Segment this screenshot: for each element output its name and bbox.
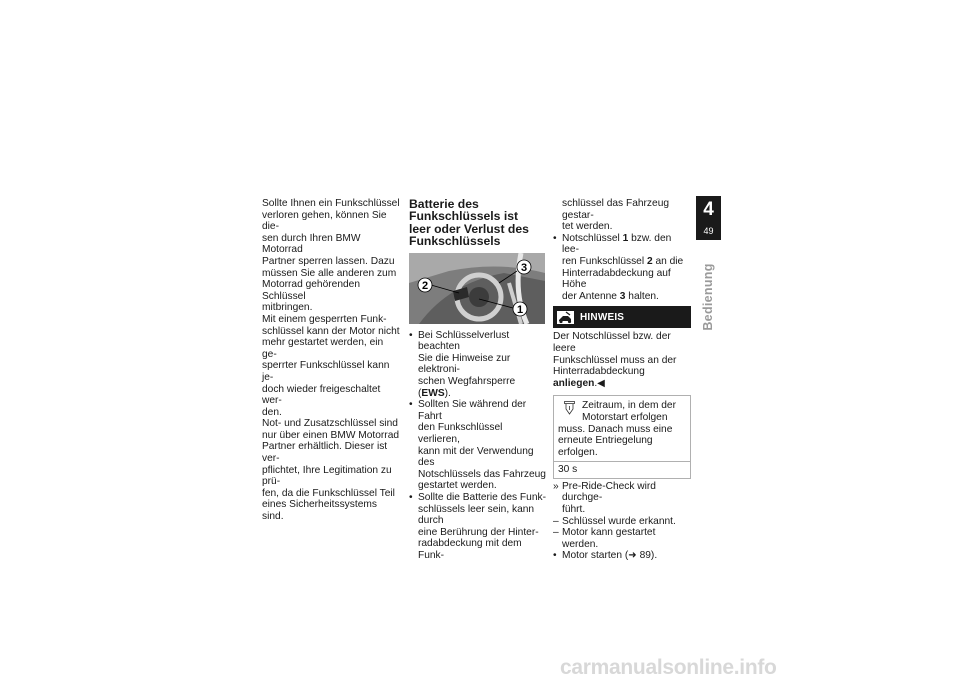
bullet-continued: schlüssel das Fahrzeug gestar- tet werden. bbox=[562, 198, 670, 233]
hinweis-title: HINWEIS bbox=[580, 311, 625, 323]
timing-value: 30 s bbox=[554, 461, 690, 478]
bullet-ews: • Bei Schlüsselverlust beachten Sie die Hinweise zur elektroni- schen Wegfahrsperre (EWS). bbox=[409, 329, 516, 399]
timer-icon bbox=[564, 401, 575, 415]
hinweis-banner bbox=[553, 306, 691, 328]
text-column-3 bbox=[553, 198, 691, 562]
bullet-hold-key: • Notschlüssel 1 bzw. den lee- ren Funkschlüssel 2 an die Hinterradabdeckung auf Höhe der Antenne 3 halten. bbox=[553, 232, 684, 302]
section-name: Bedienung bbox=[701, 263, 715, 331]
page-number: 49 bbox=[703, 226, 714, 236]
chapter-number: 4 bbox=[703, 199, 714, 220]
section-heading: Batterie des Funkschlüssels ist leer oder Verlust des Funkschlüssels bbox=[409, 197, 529, 249]
section-side-label bbox=[686, 247, 730, 347]
motorcycle-tool-icon bbox=[557, 311, 574, 324]
step-start-engine: • Motor starten (➜ 89). bbox=[553, 550, 658, 562]
step-engine-can-start: – Motor kann gestartet werden. bbox=[553, 527, 656, 550]
step-pre-ride-check: » Pre-Ride-Check wird durchge- führt. bbox=[553, 480, 656, 516]
rear-wheel-cover-photo bbox=[409, 253, 545, 324]
timing-label-bottom: muss. Danach muss eine erneute Entriegelung erfolgen. bbox=[558, 423, 673, 458]
callout-3: 3 bbox=[520, 261, 528, 274]
note-text: Der Notschlüssel bzw. der leere Funkschlüssel muss an der Hinterradabdeckung anliegen.◀ bbox=[553, 331, 677, 389]
footer-watermark: carmanualsonline.info bbox=[560, 656, 777, 679]
para-lost-key: Sollte Ihnen ein Funkschlüssel verloren gehen, können Sie die- sen durch Ihren BMW Motorrad Partner sperren lassen. Dazu müssen Sie alle anderen zum Motorrad gehörenden Schlüssel mitbringen. bbox=[262, 198, 400, 314]
step-key-recognized: – Schlüssel wurde erkannt. bbox=[553, 515, 676, 527]
timing-label-top: Zeitraum, in dem der Motorstart erfolgen bbox=[582, 400, 676, 423]
callout-2: 2 bbox=[421, 279, 429, 292]
para-spare-key: Not- und Zusatzschlüssel sind nur über einen BMW Motorrad Partner erhältlich. Dieser ist ver- pflichtet, Ihre Legitimation zu prü- fen, da die Funkschlüssel Teil eines Sicherheitssystems sind. bbox=[262, 418, 400, 523]
text-column-1 bbox=[262, 198, 400, 523]
bullet-lost-while-riding: • Sollten Sie während der Fahrt den Funkschlüssel verlieren, kann mit der Verwendung des Notschlüssels das Fahrzeug gestartet werden. bbox=[409, 399, 546, 492]
bullet-empty-battery: • Sollte die Batterie des Funk- schlüssels leer sein, kann durch eine Berührung der Hinter- radabdeckung mit dem Funk- bbox=[409, 491, 546, 561]
timing-info-box bbox=[553, 395, 691, 479]
para-blocked-key: Mit einem gesperrten Funk- schlüssel kann der Motor nicht mehr gestartet werden, ein ge- sperrter Funkschlüssel kann je- doch wieder freigeschaltet wer- den. bbox=[262, 313, 400, 418]
callout-1: 1 bbox=[516, 303, 524, 316]
text-column-2 bbox=[409, 198, 547, 562]
